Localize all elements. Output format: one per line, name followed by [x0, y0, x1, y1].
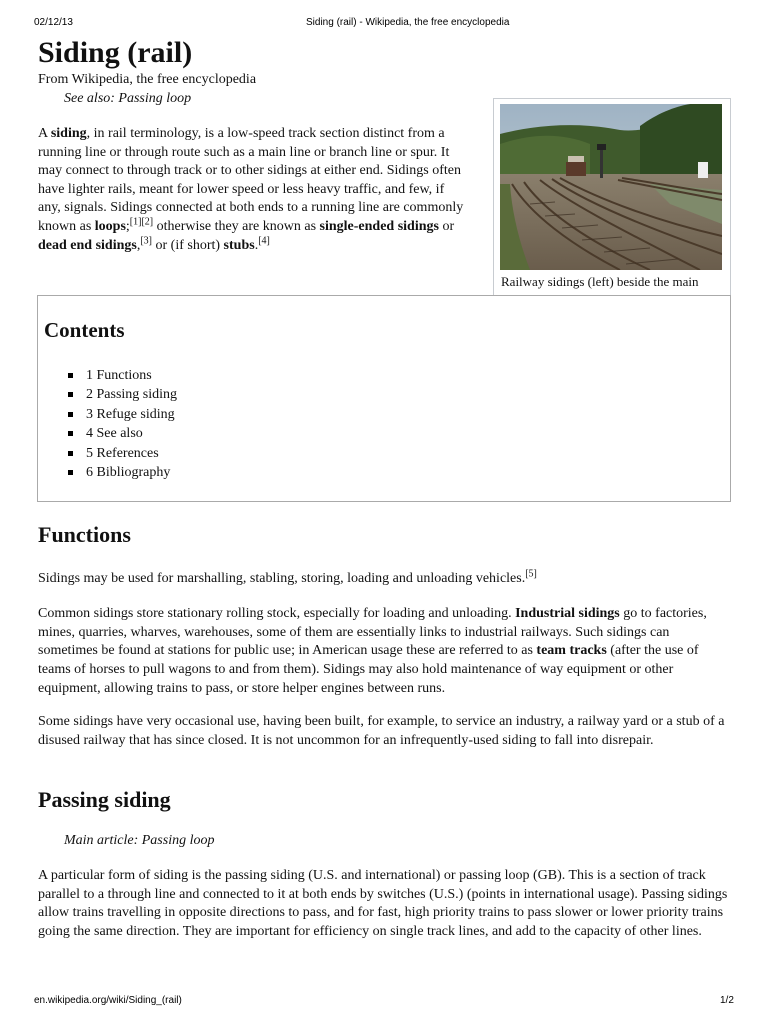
ref-link[interactable]: [4] — [258, 234, 270, 246]
functions-paragraph-2: Common sidings store stationary rolling stock, especially for loading and unloading. Industrial sidings go to factories, mines, quarries, wharves, warehouses, some of them are essentially links to industrial railways. Such sidings can sometimes be found at stations for public use; in American usage these are referred to as team tracks (after the use of teams of horses to pull wagons to and from them). Sidings may also hold maintenance of way equipment or other equipment, allowing trains to pass, or store helper engines between runs. — [38, 606, 707, 696]
passing-siding-paragraph: A particular form of siding is the passing siding (U.S. and international) or passing loop (GB). This is a section of track parallel to a through line and connected to it at both ends by switches (U.S.) (points in international usage). Passing sidings allow trains travelling in opposite directions to pass, and for fast, high priority trains to pass slower or lower priority trains going the same direction. They are important for efficiency on single track lines, and add to the capacity of other lines. — [38, 868, 728, 940]
functions-paragraph-3: Some sidings have very occasional use, having been built, for example, to service an industry, a railway yard or a stub of a disused railway that has since closed. It is not uncommon for an infrequently-used siding to fall into disrepair. — [38, 714, 725, 748]
page-title: Siding (rail) — [38, 36, 193, 69]
term-dead-end-sidings: dead end sidings — [38, 237, 137, 253]
section-heading-passing-siding: Passing siding — [38, 787, 171, 812]
figure-caption: Railway sidings (left) beside the main — [501, 274, 699, 289]
ref-link[interactable]: [3] — [140, 234, 152, 246]
railway-sidings-photo[interactable] — [500, 104, 722, 270]
term-team-tracks: team tracks — [536, 643, 607, 659]
toc-item-bibliography[interactable]: 6 Bibliography — [68, 463, 177, 482]
from-line: From Wikipedia, the free encyclopedia — [38, 72, 257, 87]
intro-paragraph: A siding, in rail terminology, is a low-speed track section distinct from a running line or through route such as a main line or branch line or spur. It may connect to through track or to other sidings at either end. Sidings often have lighter rails, meant for lower speed or less heavy traffic, and few, if any, signals. Sidings connected at both ends to a running line are commonly known as loops;[1][2] otherwise they are known as single-ended sidings or dead end sidings,[3] or (if short) stubs.[4] — [38, 126, 464, 253]
ref-link[interactable]: [1] — [129, 216, 142, 228]
toc-item-functions[interactable]: 1 Functions — [68, 366, 177, 385]
functions-paragraph-1: Sidings may be used for marshalling, stabling, storing, loading and unloading vehicles.[5] — [38, 568, 537, 586]
table-of-contents — [37, 295, 731, 502]
toc-heading: Contents — [44, 318, 125, 342]
toc-item-references[interactable]: 5 References — [68, 444, 177, 463]
term-industrial-sidings: Industrial sidings — [515, 606, 620, 621]
print-title: Siding (rail) - Wikipedia, the free encyclopedia — [306, 17, 510, 28]
term-siding: siding — [50, 126, 87, 141]
see-also-hatnote[interactable]: See also: Passing loop — [64, 91, 192, 106]
toc-item-refuge-siding[interactable]: 3 Refuge siding — [68, 405, 177, 424]
term-stubs: stubs — [223, 237, 255, 253]
section-heading-functions: Functions — [38, 522, 131, 547]
term-single-ended-sidings: single-ended sidings — [319, 218, 439, 234]
toc-list — [68, 366, 177, 482]
toc-item-see-also[interactable]: 4 See also — [68, 424, 177, 443]
toc-item-passing-siding[interactable]: 2 Passing siding — [68, 385, 177, 404]
print-date: 02/12/13 — [34, 17, 73, 28]
ref-link[interactable]: [5] — [525, 568, 537, 580]
print-page-number: 1/2 — [720, 995, 734, 1006]
term-loops: loops — [94, 218, 126, 234]
print-url: en.wikipedia.org/wiki/Siding_(rail) — [34, 995, 182, 1006]
ref-link[interactable]: [2] — [141, 216, 154, 228]
main-article-hatnote[interactable]: Main article: Passing loop — [64, 833, 215, 848]
